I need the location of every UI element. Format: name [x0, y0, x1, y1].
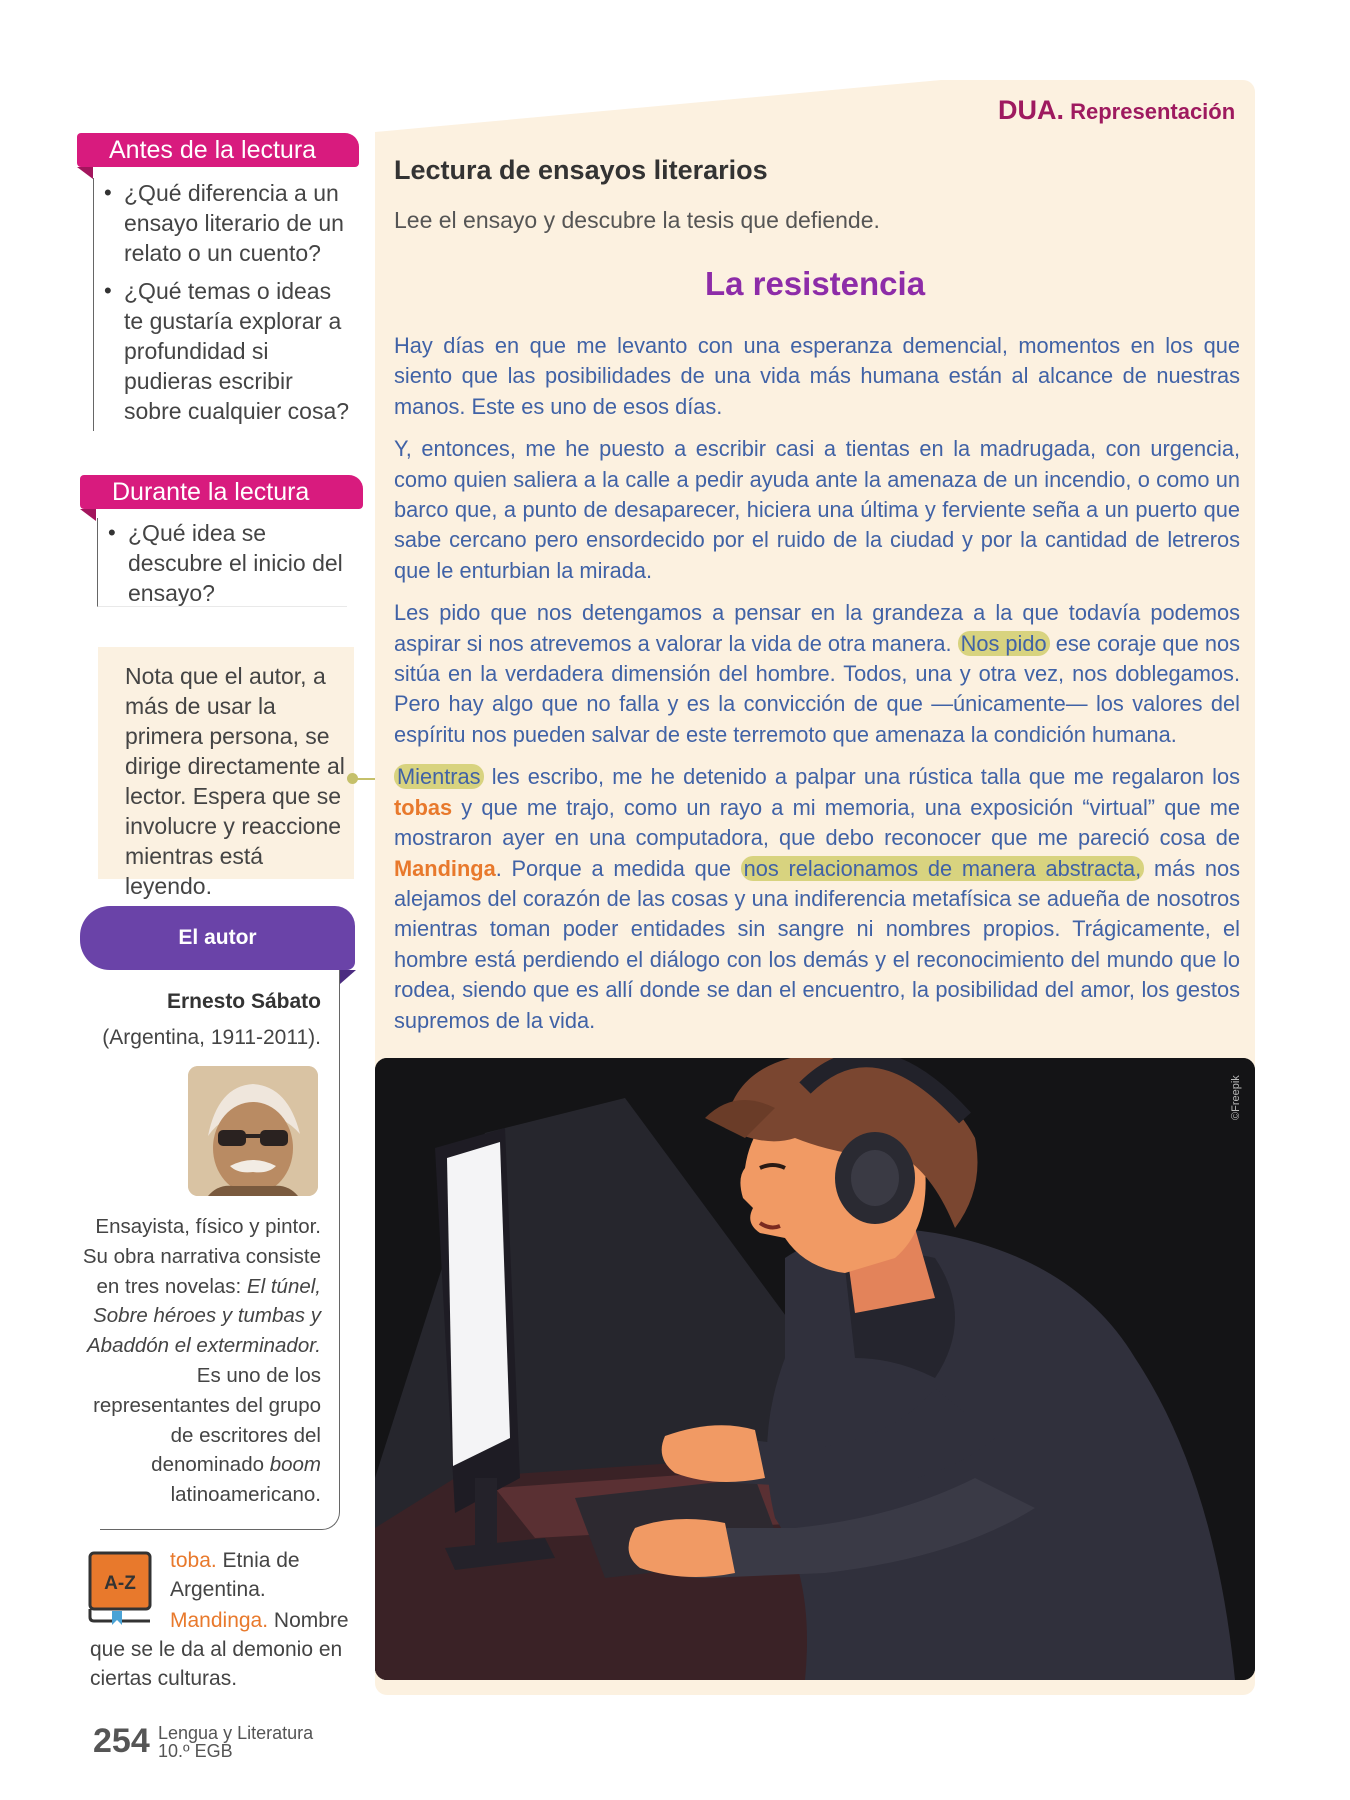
essay-text: . Porque a medida que: [495, 855, 741, 881]
glossary-entry: [90, 1606, 360, 1693]
during-reading-notch: [80, 509, 96, 521]
boom-term: boom: [269, 1453, 321, 1477]
essay-text: les escribo, me he detenido a palpar una rústica talla que me regalaron los: [483, 764, 1240, 790]
glossary: [90, 1546, 360, 1693]
author-box: [82, 970, 340, 1530]
author-dates: (Argentina, 1911-2011).: [102, 1026, 321, 1049]
question-item: • ¿Qué temas o ideas te gustaría explorar a profundidad si pudieras escribir sobre cualquier cosa?: [94, 276, 353, 426]
highlight-nos-pido: Nos pido: [958, 631, 1050, 656]
during-reading-questions: [97, 518, 347, 607]
glossary-icon-text: A-Z: [104, 1573, 136, 1594]
essay-text: y que me trajo, como un rayo a mi memoria, una exposición “virtual” que me mostraron ayer en una computadora, que debo reconocer que me pareció cosa de: [394, 794, 1240, 851]
highlight-abstracta: nos relacionamos de manera abstracta,: [741, 856, 1145, 881]
dua-rest: Representación: [1064, 99, 1236, 124]
question-item: • ¿Qué diferencia a un ensayo literario de un relato o un cuento?: [94, 178, 353, 268]
author-bio-part: latinoamericano.: [170, 1483, 321, 1507]
author-header: [80, 906, 355, 970]
page-subject: [158, 1724, 313, 1760]
during-reading-header: [80, 475, 363, 509]
glossary-term: toba.: [170, 1549, 217, 1572]
section-title: Lectura de ensayos literarios: [394, 155, 768, 185]
illustration-person-at-computer: [375, 1058, 1255, 1680]
glossary-definition: Etnia de Argentina.: [170, 1549, 300, 1601]
essay-paragraph: [394, 598, 1240, 750]
instruction: Lee el ensayo y descubre la tesis que defiende.: [394, 207, 880, 233]
author-header-label: El autor: [178, 926, 257, 949]
subject-name: Lengua y Literatura: [158, 1723, 314, 1743]
essay-body: [394, 331, 1240, 1048]
before-reading-header: [77, 133, 359, 167]
dua-label: [998, 95, 1235, 126]
essay-text: Les pido que nos detengamos a pensar en la grandeza a la que todavía podemos aspirar si nos atrevemos a valorar la vida de otra manera.: [394, 600, 1240, 656]
image-credit: ©Freepik: [1230, 1075, 1242, 1120]
author-header-notch: [340, 970, 356, 984]
author-portrait: [188, 1066, 318, 1196]
before-reading-title: Antes de la lectura: [109, 136, 317, 164]
author-bio-part: Ensayista, físico y pintor. Su obra narrativa consiste en tres novelas:: [82, 1215, 321, 1298]
panel-corner-cut: [375, 80, 941, 132]
before-reading-questions: [93, 178, 353, 431]
essay-paragraph: Hay días en que me levanto con una esperanza demencial, momentos en los que siento que las posibilidades de una vida más humana están al alcance de nuestras manos. Este es uno de esos días.: [394, 333, 1240, 419]
essay-title: La resistencia: [704, 265, 926, 302]
author-novels: El túnel, Sobre héroes y tumbas y Abaddón el exterminador.: [87, 1274, 321, 1358]
essay-text: ese coraje que nos sitúa en la verdadera dimensión del hombre. Todos, una y otra vez, nos doblegamos. Pero hay algo que no falla y es la convicción de que —únicamente— los valores del espíritu nos pueden salvar de este terremoto que amenaza la condición humana.: [394, 630, 1240, 747]
author-bio-part: Es uno de los representantes del grupo de escritores del denominado: [93, 1363, 321, 1477]
author-name: Ernesto Sábato: [166, 990, 321, 1013]
essay-paragraph: Y, entonces, me he puesto a escribir casi a tientas en la madrugada, con urgencia, como quien saliera a la calle a pedir ayuda ante la amenaza de un incendio, o como un barco que, a punto de desaparecer, hiciera una última y ferviente seña a un puerto que sabe cercano pero ensordecido por el ruido de la ciudad y por la cantidad de letreros que le enturbian la mirada.: [394, 436, 1240, 583]
illustration-image: [375, 1058, 1255, 1680]
glossary-word-mandinga: Mandinga: [394, 855, 496, 881]
glossary-word-tobas: tobas: [394, 794, 453, 820]
essay-text: más nos alejamos del corazón de las cosas y una indiferencia metafísica se adueña de nosotros mientras toman poder entidades sin sangre ni nombres propios. Trágicamente, el hombre está perdiendo el diálogo con los demás y el reconocimiento del mundo que lo rodea, siendo que es allí donde se dan el encuentro, la posibilidad del amor, los gestos supremos de la vida.: [394, 855, 1240, 1033]
glossary-term: Mandinga.: [170, 1609, 269, 1632]
question-item: • ¿Qué idea se descubre el inicio del ensayo?: [98, 518, 347, 608]
author-portrait-image: [188, 1066, 318, 1196]
page-footer: [93, 1722, 314, 1761]
glossary-definition: Nombre que se le da al demonio en ciertas culturas.: [90, 1609, 349, 1690]
side-note-text: Nota que el autor, a más de usar la primera persona, se dirige directamente al lector. Espera que se involucre y reaccione mientras está leyendo.: [125, 663, 345, 899]
highlight-mientras: Mientras: [394, 764, 484, 789]
page-number: 254: [93, 1722, 150, 1760]
grade-level: 10.º EGB: [158, 1741, 233, 1761]
side-note: [98, 647, 354, 899]
note-connector-dot: [347, 773, 358, 784]
before-reading-notch: [77, 167, 93, 179]
during-reading-title: Durante la lectura: [112, 478, 310, 506]
essay-paragraph: [394, 762, 1240, 1036]
glossary-entry: [90, 1546, 360, 1604]
dua-strong: DUA.: [998, 95, 1064, 125]
author-bio: [81, 1212, 321, 1510]
